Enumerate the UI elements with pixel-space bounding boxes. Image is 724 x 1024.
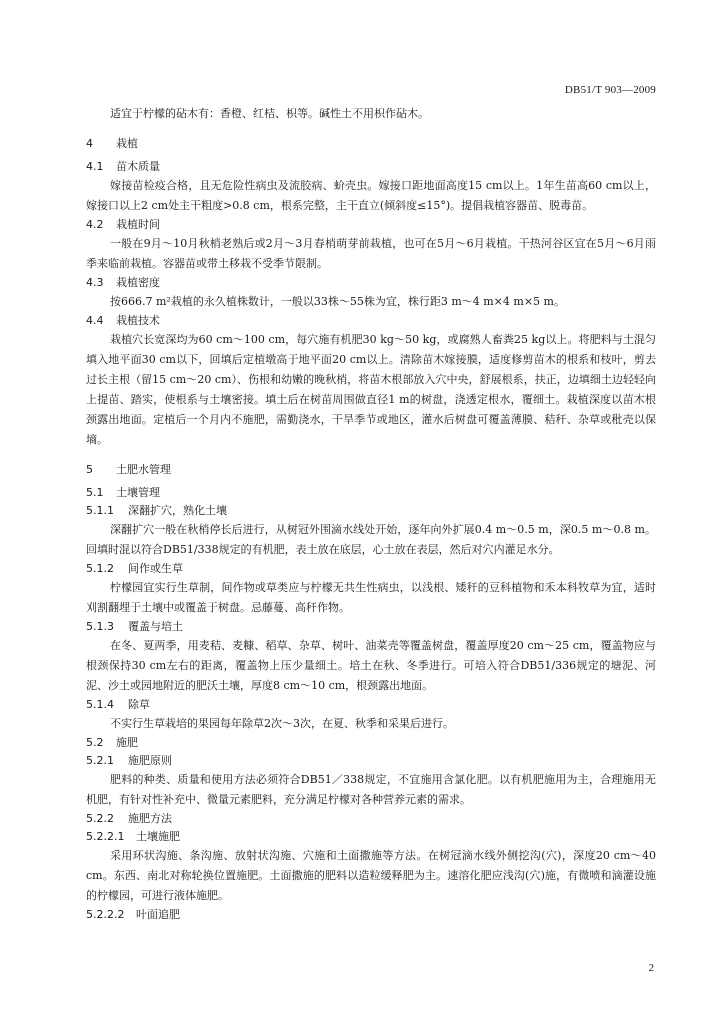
section-title: 栽植密度 <box>116 276 160 289</box>
section-5-2-heading <box>86 734 656 752</box>
section-number: 4.1 <box>86 160 104 173</box>
section-number: 5 <box>86 463 93 476</box>
section-title: 施肥原则 <box>128 754 172 767</box>
section-5-2-2-2-heading <box>86 906 656 924</box>
section-5-1-2-paragraph: 柠檬园宜实行生草制，间作物或草类应与柠檬无共生性病虫，以浅根、矮秆的豆科植物和禾本科牧草为宜，适时刈割翻埋于土壤中或覆盖于树盘。忌藤蔓、高秆作物。 <box>86 581 656 614</box>
section-title: 间作或生草 <box>128 562 183 575</box>
section-4-heading <box>86 134 656 154</box>
section-number: 5.1.2 <box>86 562 114 575</box>
section-4-3-heading <box>86 274 656 292</box>
section-number: 5.1.4 <box>86 698 114 711</box>
section-4-1-heading <box>86 158 656 176</box>
section-5-heading <box>86 460 656 480</box>
section-number: 5.1.1 <box>86 504 114 517</box>
section-number: 5.1.3 <box>86 620 114 633</box>
section-number: 5.2 <box>86 736 104 749</box>
section-title: 除草 <box>128 698 150 711</box>
section-5-2-1-paragraph: 肥料的种类、质量和使用方法必须符合DB51／338规定，不宜施用含氯化肥。以有机肥施用为主，合理施用无机肥，有针对性补充中、微量元素肥料，充分满足柠檬对各种营养元素的需求。 <box>86 773 656 806</box>
section-title: 栽植时间 <box>116 218 160 231</box>
section-number: 5.2.1 <box>86 754 114 767</box>
section-title: 栽植 <box>116 137 138 150</box>
section-number: 4.2 <box>86 218 104 231</box>
section-4-1-paragraph: 嫁接苗检疫合格，且无危险性病虫及流胶病、蚧壳虫。嫁接口距地面高度15 cm以上。1年生苗高60 cm以上，嫁接口以上2 cm处主干粗度>0.8 cm，根系完整，主干直立(倾斜度≤15°)。提倡栽植容器苗、脱毒苗。 <box>86 179 656 212</box>
section-4-4-heading <box>86 312 656 330</box>
section-5-2-1-heading <box>86 752 656 770</box>
section-title: 叶面追肥 <box>136 908 180 921</box>
section-4-2-paragraph: 一般在9月～10月秋梢老熟后或2月～3月春梢萌芽前栽植，也可在5月～6月栽植。干热河谷区宜在5月～6月雨季来临前栽植。容器苗或带土移栽不受季节限制。 <box>86 237 656 270</box>
section-5-1-1-paragraph: 深翻扩穴一般在秋梢停长后进行，从树冠外围滴水线处开始，逐年向外扩展0.4 m～0.5 m，深0.5 m～0.8 m。回填时混以符合DB51/338规定的有机肥，表土放在底层，心土放在表层，然后对穴内灌足水分。 <box>86 523 656 556</box>
section-number: 4.4 <box>86 314 104 327</box>
section-5-1-heading <box>86 484 656 502</box>
section-5-1-3-heading <box>86 618 656 636</box>
section-title: 深翻扩穴，熟化土壤 <box>128 504 227 517</box>
section-4-2-heading <box>86 216 656 234</box>
section-5-2-2-1-heading <box>86 828 656 846</box>
section-5-1-2-heading <box>86 560 656 578</box>
section-5-1-3-paragraph: 在冬、夏两季，用麦秸、麦糠、稻草、杂草、树叶、油菜壳等覆盖树盘，覆盖厚度20 cm～25 cm，覆盖物应与根颈保持30 cm左右的距离，覆盖物上压少量细土。培土在秋、冬季进行。可培入符合DB51/336规定的塘泥、河泥、沙土或园地附近的肥沃土壤，厚度8 cm～10 cm，根颈露出地面。 <box>86 639 656 692</box>
section-5-1-1-heading <box>86 502 656 520</box>
section-5-2-2-heading <box>86 810 656 828</box>
doc-code-header: DB51/T 903—2009 <box>564 84 656 96</box>
section-number: 4.3 <box>86 276 104 289</box>
section-4-3-paragraph: 按666.7 m²栽植的永久植株数计，一般以33株～55株为宜，株行距3 m～4 m×4 m×5 m。 <box>110 295 565 308</box>
document-body <box>86 104 656 924</box>
section-title: 栽植技术 <box>116 314 160 327</box>
section-number: 5.2.2.1 <box>86 830 125 843</box>
section-4-4-paragraph: 栽植穴长宽深均为60 cm～100 cm，每穴施有机肥30 kg～50 kg，或腐熟人畜粪25 kg以上。将肥料与土混匀填入地平面30 cm以下，回填后定植墩高于地平面20 cm以上。清除苗木嫁接膜，适度修剪苗木的根系和枝叶，剪去过长主根（留15 cm～20 cm）、伤根和幼嫩的晚秋梢，将苗木根部放入穴中央，舒展根系，扶正，边填细土边轻轻向上提苗、踏实，使根系与土壤密接。填土后在树苗周围做直径1 m的树盘，浇透定根水，覆细土。栽植深度以苗木根颈露出地面。定植后一个月内不施肥，需勤浇水，干旱季节或地区，灌水后树盘可覆盖薄膜、秸秆、杂草或秕壳以保墒。 <box>86 333 656 446</box>
section-5-1-4-paragraph: 不实行生草栽培的果园每年除草2次～3次，在夏、秋季和采果后进行。 <box>110 717 454 730</box>
section-number: 4 <box>86 137 93 150</box>
section-title: 土肥水管理 <box>116 463 171 476</box>
section-5-1-4-heading <box>86 696 656 714</box>
page-number: 2 <box>648 962 654 974</box>
intro-paragraph: 适宜于柠檬的砧木有：香橙、红桔、枳等。碱性土不用枳作砧木。 <box>110 107 429 120</box>
section-5-2-2-1-paragraph: 采用环状沟施、条沟施、放射状沟施、穴施和土面撒施等方法。在树冠滴水线外侧挖沟(穴)，深度20 cm～40 cm。东西、南北对称轮换位置施肥。土面撒施的肥料以造粒缓释肥为主。速溶化肥应浅沟(穴)施，有微喷和滴灌设施的柠檬园，可进行液体施肥。 <box>86 849 656 902</box>
section-title: 苗木质量 <box>116 160 160 173</box>
section-number: 5.1 <box>86 486 104 499</box>
section-title: 覆盖与培土 <box>128 620 183 633</box>
section-number: 5.2.2 <box>86 812 114 825</box>
section-title: 施肥 <box>116 736 138 749</box>
section-title: 土壤管理 <box>116 486 160 499</box>
section-title: 土壤施肥 <box>136 830 180 843</box>
section-number: 5.2.2.2 <box>86 908 125 921</box>
section-title: 施肥方法 <box>128 812 172 825</box>
